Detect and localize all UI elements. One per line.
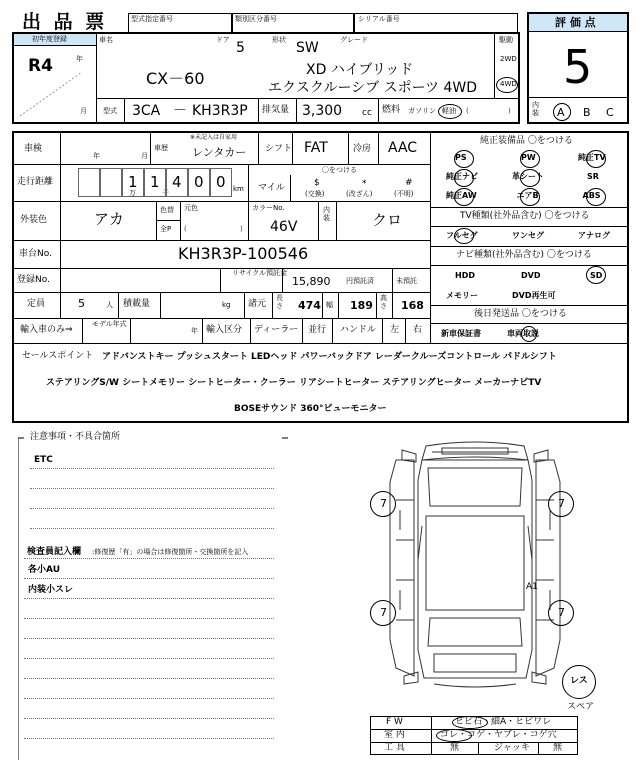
inspection-line bbox=[24, 678, 274, 679]
tire-front-right: 7 bbox=[558, 497, 565, 510]
tire-front-left: 7 bbox=[380, 497, 387, 510]
displacement-value: 3,300 bbox=[302, 103, 343, 119]
capacity-unit: 人 bbox=[106, 301, 113, 309]
year-label: 年 bbox=[76, 55, 83, 63]
ac-label: 冷房 bbox=[353, 144, 372, 154]
mile-s-sub: (交換) bbox=[305, 190, 325, 198]
sales-point-label: セールスポイント bbox=[22, 351, 94, 361]
body-value: SW bbox=[296, 40, 319, 56]
navi-item: HDD bbox=[455, 271, 475, 280]
notes-label: 注意事項・不具合箇所 bbox=[30, 432, 121, 442]
notes-line bbox=[30, 528, 274, 529]
notes-line bbox=[30, 468, 274, 469]
equipment-selected-circle bbox=[454, 169, 474, 187]
category-label: 類別区分番号 bbox=[235, 15, 277, 23]
tools-label: 工 具 bbox=[384, 743, 405, 753]
ac-value: AAC bbox=[388, 140, 418, 156]
equipment-title: 純正装備品 〇をつける bbox=[480, 136, 573, 146]
mile-star: * bbox=[362, 179, 367, 189]
mile-label: マイル bbox=[258, 183, 285, 193]
tv-item: フルセグ bbox=[446, 231, 478, 240]
repaint-label: 色替 bbox=[160, 206, 174, 214]
navi-item: メモリー bbox=[446, 291, 478, 300]
fw-label: F W bbox=[386, 717, 403, 727]
length-label: 長さ bbox=[276, 294, 283, 310]
month-label: 月 bbox=[80, 107, 87, 115]
height-value: 168 bbox=[401, 299, 424, 312]
tire-rear-left: 7 bbox=[380, 606, 387, 619]
km-unit: km bbox=[233, 185, 244, 193]
all-paint-label: 全P bbox=[160, 225, 172, 233]
docs-selected-circle bbox=[521, 326, 537, 342]
shaken-label: 車検 bbox=[24, 144, 43, 154]
inspection-line bbox=[24, 598, 274, 599]
import-label: 輸入車のみ⇒ bbox=[20, 325, 73, 335]
navi-item: DVD bbox=[521, 271, 541, 280]
mile-circle-note: 〇をつける bbox=[322, 166, 357, 174]
fuel-gasoline: ガソリン bbox=[408, 107, 436, 115]
equipment-selected-circle bbox=[520, 150, 540, 168]
inspection-line bbox=[24, 558, 274, 559]
cc-unit: cc bbox=[362, 108, 372, 118]
mile-hash-sub: (不明) bbox=[394, 190, 414, 198]
equipment-selected-circle bbox=[520, 188, 540, 206]
tv-item: アナログ bbox=[578, 231, 610, 240]
equipment-item: 革シート bbox=[512, 172, 544, 181]
serial-label: シリアル番号 bbox=[358, 15, 400, 23]
sales-point-line-1: アドバンストキー プッシュスタート LEDヘッド パワーバックドア レーダークルーズコントロール パドルシフト bbox=[102, 352, 557, 362]
inspection-line bbox=[24, 698, 274, 699]
recycle-label: リサイクル預託金 bbox=[232, 269, 288, 277]
drive-4wd: 4WD bbox=[500, 80, 517, 88]
mileage-cell bbox=[100, 168, 122, 197]
sales-point-line-2: ステアリングS/W シートメモリー シートヒーター・クーラー リアシートヒーター ステアリングヒーター メーカーナビTV bbox=[46, 378, 542, 388]
color-value: アカ bbox=[94, 210, 124, 228]
grade-label: グレード bbox=[340, 36, 368, 44]
handle-label: ハンドル bbox=[340, 325, 377, 335]
color-no-value: 46V bbox=[270, 219, 298, 235]
drive-label: 駆動 bbox=[499, 36, 513, 44]
history-note: ※未記入は自家用 bbox=[190, 134, 238, 141]
import-year-unit: 年 bbox=[191, 327, 198, 335]
car-name-label: 車名 bbox=[99, 36, 113, 44]
rating-label: 評 価 点 bbox=[555, 16, 596, 29]
interior-option-a: A bbox=[557, 106, 565, 119]
shaken-month-unit: 月 bbox=[141, 152, 148, 160]
history-label: 車歴 bbox=[154, 144, 168, 152]
mileage-digit: 0 bbox=[216, 173, 226, 191]
interior-color-value: クロ bbox=[372, 211, 403, 229]
equipment-selected-circle bbox=[454, 150, 474, 168]
equipment-item: PW bbox=[521, 153, 536, 162]
mileage-digit: 1 bbox=[128, 173, 138, 191]
equipment-selected-circle bbox=[520, 169, 540, 187]
width-value: 189 bbox=[350, 299, 373, 312]
import-class-label: 輸入区分 bbox=[206, 325, 243, 335]
equipment-item: SR bbox=[587, 172, 599, 181]
body-label: 形状 bbox=[272, 36, 286, 44]
jack-label: ジャッキ bbox=[494, 743, 530, 753]
jack-value: 無 bbox=[553, 743, 563, 753]
grade-line-2: エクスクルーシブ スポーツ 4WD bbox=[268, 80, 478, 96]
displacement-label: 排気量 bbox=[262, 105, 290, 115]
mileage-digit: 0 bbox=[194, 173, 204, 191]
equipment-item: PS bbox=[455, 153, 467, 162]
model-name: CX－60 bbox=[146, 69, 205, 88]
tv-title: TV種類(社外品含む) 〇をつける bbox=[460, 211, 590, 221]
shaken-year-unit: 年 bbox=[93, 152, 100, 160]
width-label: 幅 bbox=[326, 301, 333, 309]
inspection-line bbox=[24, 578, 274, 579]
reg-label: 登録No. bbox=[17, 275, 50, 285]
docs-item: 新車保証書 bbox=[441, 329, 481, 338]
interior-row-label: 室 内 bbox=[384, 730, 405, 740]
type-dash: － bbox=[173, 103, 187, 119]
recycle-value: 15,890 bbox=[292, 275, 331, 288]
damage-mark-a1: A1 bbox=[526, 582, 538, 592]
first-reg-label: 初年度登録 bbox=[32, 35, 67, 43]
mile-hash: # bbox=[405, 178, 413, 188]
inspection-label: 検査員記入欄 bbox=[27, 547, 82, 557]
doors-label: ドア bbox=[216, 36, 230, 44]
type-label: 型式 bbox=[103, 107, 117, 115]
capacity-value: 5 bbox=[78, 297, 85, 310]
interior-label: 内装 bbox=[532, 101, 539, 117]
equipment-selected-circle bbox=[586, 188, 606, 206]
navi-item: SD bbox=[590, 271, 603, 280]
notes-line-1: ETC bbox=[34, 455, 53, 465]
equipment-item: 純正AW bbox=[446, 191, 477, 200]
inspection-line-1: 各小AU bbox=[28, 565, 60, 575]
handle-right: 右 bbox=[413, 325, 423, 335]
vin-label: 車台No. bbox=[19, 249, 52, 259]
original-color-label: 元色 bbox=[184, 204, 198, 212]
color-label: 外装色 bbox=[20, 215, 48, 225]
navi-selected-circle bbox=[586, 266, 606, 284]
inspection-line bbox=[24, 618, 274, 619]
load-label: 積載量 bbox=[123, 299, 151, 309]
sen-unit: 千 bbox=[162, 189, 169, 197]
car-diagram bbox=[360, 440, 590, 690]
spec-label: 諸元 bbox=[248, 299, 267, 309]
tools-value: 無 bbox=[450, 743, 460, 753]
sheet-title: 出 品 票 bbox=[22, 11, 108, 33]
equipment-item: 純正ナビ bbox=[446, 172, 478, 181]
kg-unit: kg bbox=[222, 301, 231, 309]
navi-title: ナビ種類(社外品含む) 〇をつける bbox=[456, 250, 592, 260]
rating-score: 5 bbox=[563, 40, 593, 94]
shift-value: FAT bbox=[304, 140, 328, 156]
spare-label: スペア bbox=[567, 702, 595, 712]
interior-row-value: ゴレ・コゲ・ヤブレ・コゲ穴 bbox=[440, 730, 557, 740]
man-unit: 万 bbox=[129, 189, 136, 197]
inspection-line bbox=[24, 738, 274, 739]
mileage-cell bbox=[78, 168, 100, 197]
equipment-item: エアB bbox=[516, 191, 539, 200]
inspection-line bbox=[24, 658, 274, 659]
type-prefix: 3CA bbox=[132, 103, 161, 119]
fuel-label: 燃料 bbox=[382, 105, 401, 115]
model-designation-label: 型式指定番号 bbox=[131, 15, 173, 23]
mile-s: $ bbox=[314, 178, 320, 188]
shift-label: シフト bbox=[265, 144, 293, 154]
color-no-label: カラーNo. bbox=[252, 204, 285, 212]
docs-title: 後日発送品 〇をつける bbox=[474, 309, 567, 319]
history-value: レンタカー bbox=[192, 146, 247, 159]
drive-2wd: 2WD bbox=[500, 55, 517, 63]
inspection-note: :修復歴「有」の場合は修復箇所・交換箇所を記入 bbox=[92, 548, 249, 556]
equipment-item: ABS bbox=[582, 191, 601, 200]
type-code: KH3R3P bbox=[192, 103, 248, 119]
sales-point-line-3: BOSEサウンド 360°ビューモニター bbox=[234, 404, 387, 414]
inspection-line bbox=[24, 638, 274, 639]
interior-option-b: B bbox=[583, 106, 591, 119]
tv-selected-circle bbox=[454, 228, 474, 244]
mileage-label: 走行距離 bbox=[17, 177, 54, 187]
mileage-digit: 1 bbox=[150, 173, 160, 191]
docs-item: 車両取説 bbox=[507, 329, 539, 338]
length-value: 474 bbox=[298, 299, 321, 312]
tv-item: ワンセグ bbox=[512, 231, 544, 240]
capacity-label: 定員 bbox=[27, 299, 46, 309]
inspection-line bbox=[24, 718, 274, 719]
handle-left: 左 bbox=[390, 325, 400, 335]
equipment-item: 純正TV bbox=[578, 153, 606, 162]
doors-value: 5 bbox=[236, 40, 245, 56]
side-label: 並行 bbox=[308, 325, 327, 335]
mileage-digit: 4 bbox=[172, 173, 182, 191]
recycle-deposited: 円預託済 bbox=[346, 277, 374, 285]
auction-sheet: 出 品 票 型式指定番号 類別区分番号 シリアル番号 評 価 点 5 内装 A B C 初年度登録 R4 年 月 車名 ドア 5 形状 SW グレード CX－60 XD ハイブリッド エクスクルーシブ スポーツ 4WD 駆動 2WD 4WD 型式 3CA － KH3R3P 排気量 3,300 cc 燃料 ガソリン 軽油 ( ) 車検 年 月 車歴 ※未記入は自家用 レンタカー シフト FAT 冷房 AAC 走行距離 万 千 km 〇をつける マイル $ (交換) * (改ざん) # (不明) 外装色 アカ 色替 全P 元色 ( ) カラーNo. 46V 内装 クロ 車台No. KH3R3P-100546 登録No. リサイクル預託金 15,890 円預託済 未預託 定員 5 人 積載量 kg 諸元 長さ 474 幅 189 高さ 168 輸入車のみ⇒ モデル年式 年 輸入区分 ディーラー 並行 ハンドル 左 右 純正装備品 〇をつける TV種類(社外品含む) 〇をつける ナビ種類(社外品含む) 〇をつける 後日発送品 〇をつける セールスポイント アドバンストキー プッシュスタート LEDヘッド パワーバックドア レーダークルーズコントロール パドルシフト ステアリングS/W シートメモリー シートヒーター・クーラー リアシートヒーター ステアリングヒーター メーカーナビTV BOSEサウンド 360°ビューモニター 注意事項・不具合箇所 ETC 検査員記入欄 :修復歴「有」の場合は修復箇所・交換箇所を記入 各小AU 内装小スレ 7 7 7 7 A1 レス スペア F W ヒビ石・細A・ヒビワレ 室 内 ゴレ・コゲ・ヤブレ・コゲ穴 工 具 無 ジャッキ 無 1 1 4 0 0 PS PW 純正TV 純正ナビ 革シート SR 純正AW エアB ABS フルセグ ワンセグ アナログ HDD DVD SD メモリー DVD再生可 新車保証書 車両取説 bbox=[0, 0, 640, 769]
fuel-diesel: 軽油 bbox=[442, 107, 456, 115]
interior-option-c: C bbox=[606, 106, 614, 119]
navi-item: DVD再生可 bbox=[512, 291, 556, 300]
equipment-selected-circle bbox=[454, 188, 474, 206]
notes-line bbox=[30, 488, 274, 489]
fw-value: ヒビ石・細A・ヒビワレ bbox=[455, 717, 552, 727]
height-label: 高さ bbox=[380, 294, 387, 310]
model-year-label: モデル年式 bbox=[92, 320, 127, 328]
interior-color-label: 内装 bbox=[323, 206, 330, 223]
tire-rear-right: 7 bbox=[558, 606, 565, 619]
inspection-line-2: 内装小スレ bbox=[28, 585, 74, 595]
grade-line-1: XD ハイブリッド bbox=[306, 62, 414, 78]
recycle-not: 未預託 bbox=[396, 277, 417, 285]
notes-line bbox=[30, 508, 274, 509]
spare-value: レス bbox=[570, 676, 588, 686]
first-reg-year: R4 bbox=[28, 56, 53, 76]
vin-value: KH3R3P-100546 bbox=[178, 244, 309, 263]
mile-star-sub: (改ざん) bbox=[346, 190, 373, 198]
equipment-selected-circle bbox=[586, 150, 606, 168]
import-class-value: ディーラー bbox=[254, 325, 299, 335]
first-reg-diagonal bbox=[14, 68, 96, 120]
